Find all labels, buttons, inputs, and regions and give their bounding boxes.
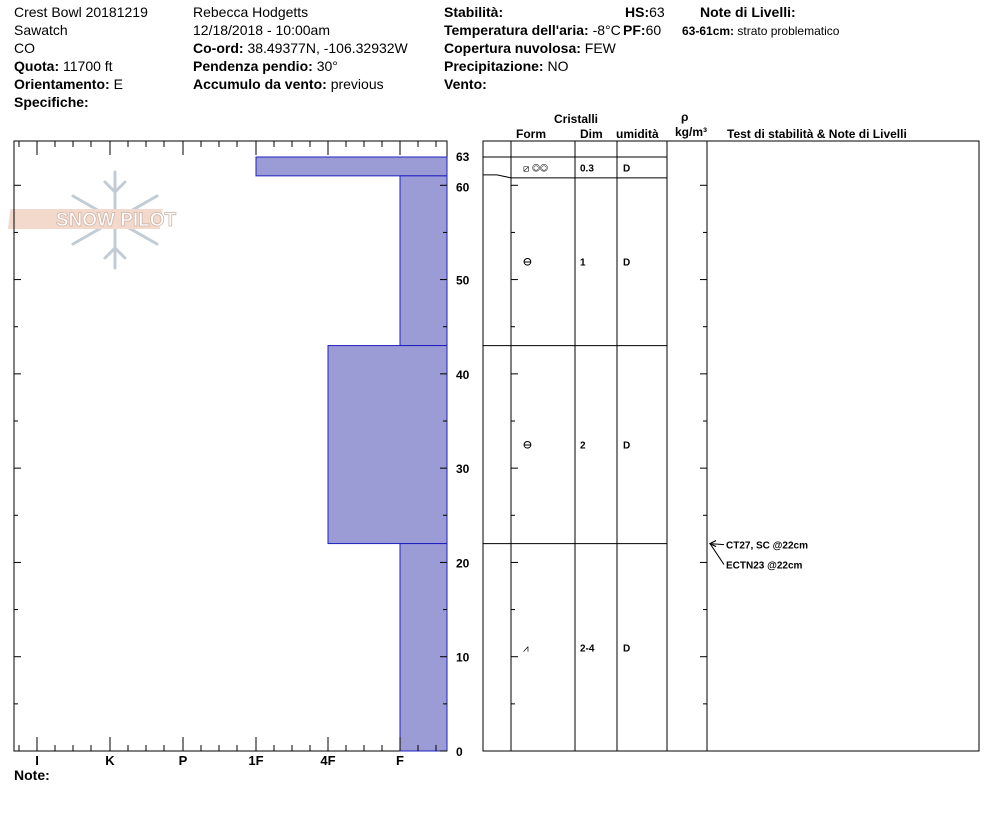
notes-label: Note: — [14, 767, 50, 783]
hardness-tick-label: I — [35, 753, 39, 768]
hardness-tick-label: 1F — [248, 753, 264, 768]
penetration-foot: PF:60 — [623, 22, 662, 38]
logo-text: SNOW PILOT — [55, 210, 177, 231]
hardness-bar — [256, 157, 447, 176]
specifics: Specifiche: — [14, 94, 89, 110]
table-ticks — [511, 185, 707, 751]
layer-moisture: D — [623, 643, 631, 655]
stability-test-label: CT27, SC @22cm — [726, 540, 809, 552]
layer-grain-size: 2 — [580, 440, 586, 452]
layer-note: 63-61cm: strato problematico — [682, 24, 840, 38]
rho-header: ρ — [681, 110, 689, 124]
datetime: 12/18/2018 - 10:00am — [193, 22, 330, 38]
state: CO — [14, 40, 35, 56]
stability-test-arrow — [710, 544, 724, 565]
coordinates: Co-ord: 38.49377N, -106.32932W — [193, 40, 408, 56]
hardness-bar — [328, 346, 447, 544]
site-title: Crest Bowl 20181219 — [14, 4, 148, 20]
layer-grain-form: ⩘ — [523, 643, 529, 655]
layer-grain-size: 2-4 — [580, 643, 595, 655]
hardness-tick-label: F — [396, 753, 404, 768]
stability-tests — [710, 541, 808, 572]
depth-tick-label: 60 — [456, 180, 470, 195]
mountain-range: Sawatch — [14, 22, 68, 38]
layer-connector — [483, 175, 511, 178]
depth-tick-label: 0 — [456, 745, 463, 759]
aspect: Orientamento: E — [14, 76, 123, 92]
density-unit-header: kg/m³ — [675, 125, 708, 139]
stability-test-label: ECTN23 @22cm — [726, 560, 803, 572]
depth-tick-label: 30 — [456, 462, 470, 477]
sky-cover: Copertura nuvolosa: FEW — [444, 40, 616, 56]
depth-tick-label: 10 — [456, 650, 470, 665]
elevation: Quota: 11700 ft — [14, 58, 113, 74]
hardness-bars — [256, 157, 447, 751]
snow-height: HS:63 — [625, 4, 665, 20]
depth-tick-label: 50 — [456, 273, 470, 288]
layer-moisture: D — [623, 440, 631, 452]
hardness-tick-label: 4F — [320, 753, 336, 768]
layer-grain-form: ⴱ — [523, 257, 532, 269]
slope-angle: Pendenza pendio: 30° — [193, 58, 338, 74]
hardness-tick-label: P — [178, 753, 188, 768]
layer-grain-form: ⧄ ◎◎ — [523, 163, 548, 175]
air-temperature: Temperatura dell'aria: -8°C — [444, 22, 621, 38]
wind: Vento: — [444, 76, 487, 92]
layer-moisture: D — [623, 257, 631, 269]
depth-tick-label: 63 — [456, 150, 470, 164]
hardness-bar — [400, 176, 447, 346]
layer-grain-size: 1 — [580, 257, 586, 269]
form-header: Form — [516, 127, 546, 141]
layer-grain-size: 0.3 — [580, 163, 594, 175]
size-header: Dim — [580, 127, 603, 141]
layer-moisture: D — [623, 163, 631, 175]
layer-grain-form: ⴱ — [523, 440, 532, 452]
crystals-header: Cristalli — [554, 112, 599, 126]
tests-header: Test di stabilità & Note di Livelli — [727, 127, 907, 141]
precipitation: Precipitazione: NO — [444, 58, 569, 74]
layer-notes-title: Note di Livelli: — [700, 4, 796, 20]
moisture-header: umidità — [616, 127, 659, 141]
wind-loading: Accumulo da vento: previous — [193, 76, 384, 92]
depth-tick-label: 20 — [456, 556, 470, 571]
observer: Rebecca Hodgetts — [193, 4, 309, 20]
hardness-bar — [400, 544, 447, 751]
hardness-tick-label: K — [105, 753, 115, 768]
depth-tick-label: 40 — [456, 367, 470, 382]
layer-table-frame — [483, 141, 979, 751]
stability: Stabilità: — [444, 4, 504, 20]
snow-pilot-logo — [8, 172, 177, 268]
